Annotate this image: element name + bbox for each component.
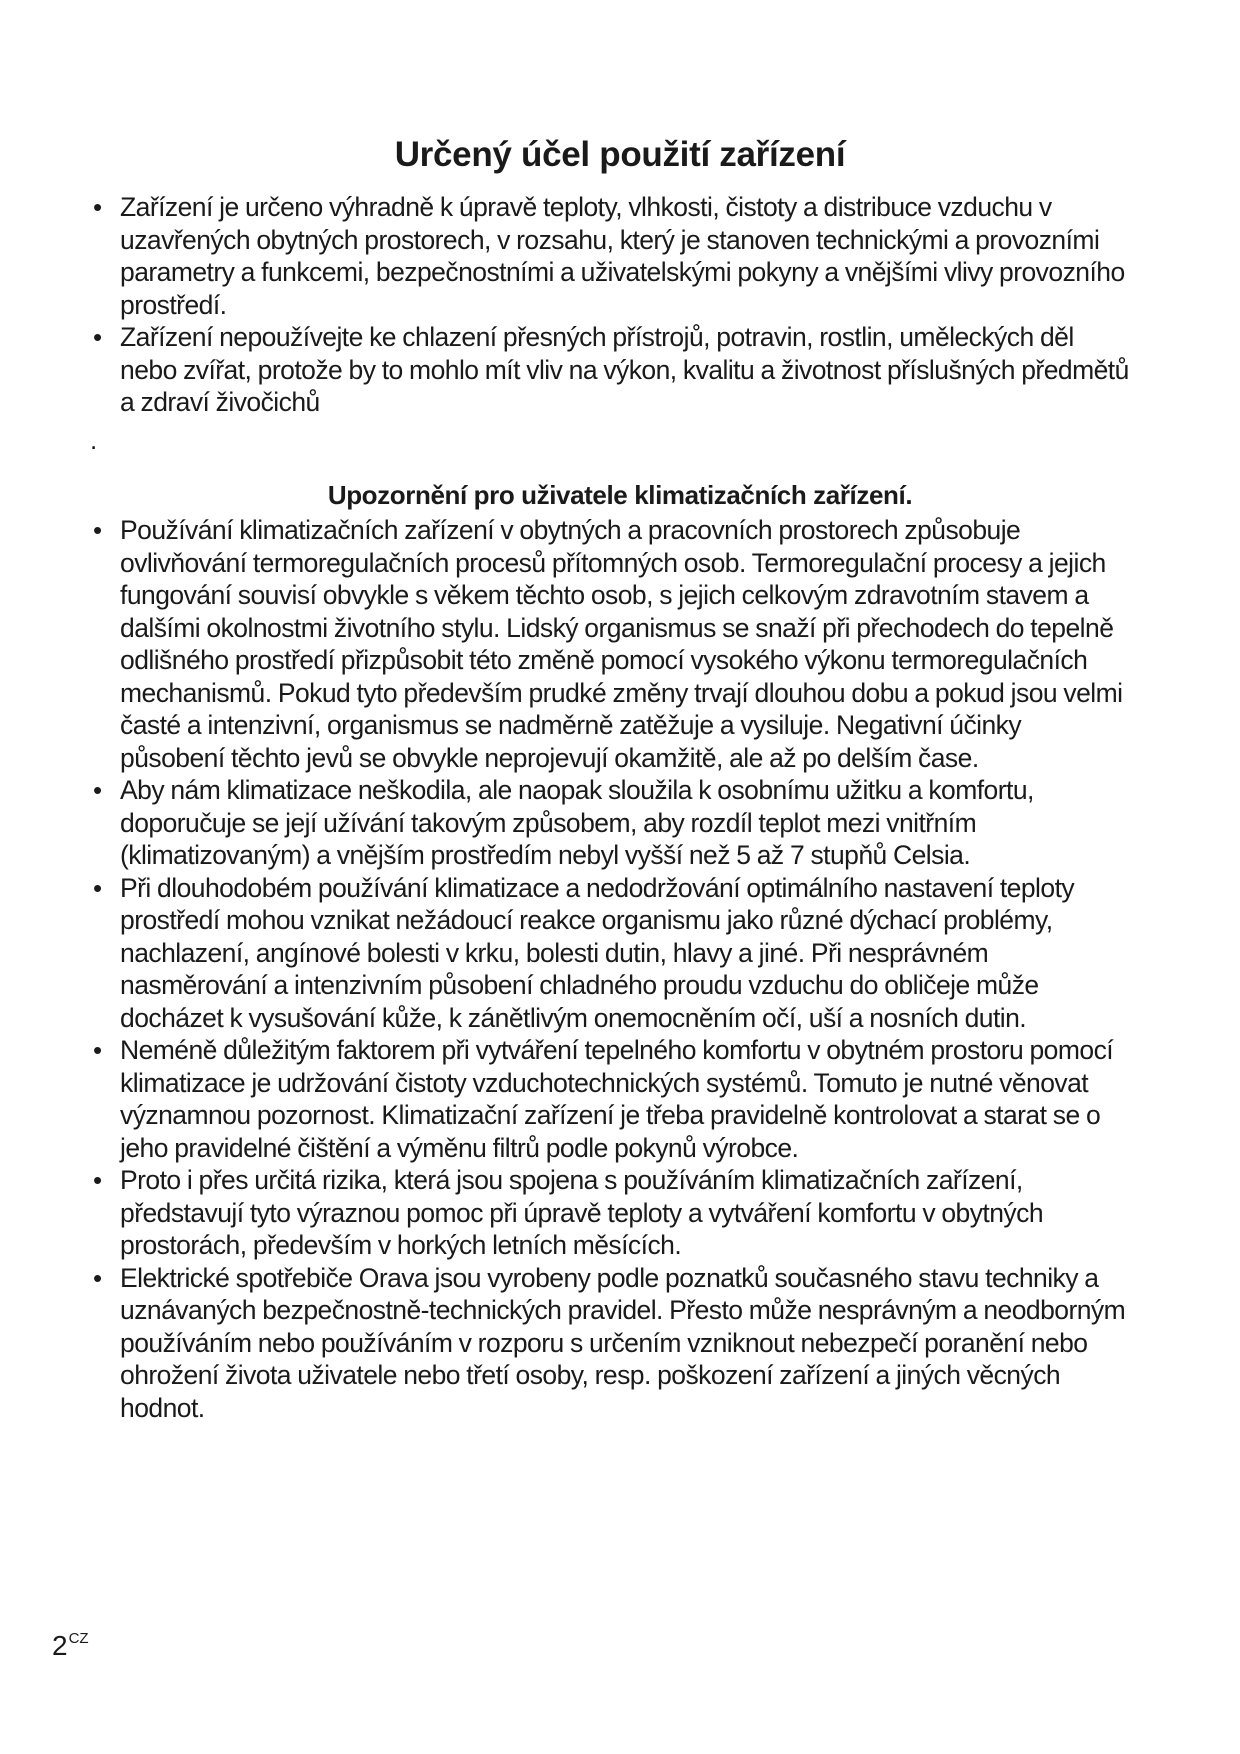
list-item — [90, 872, 1130, 1035]
user-warning-list — [90, 514, 1130, 1424]
stray-period: . — [90, 425, 98, 455]
bullet-icon: • — [93, 515, 102, 545]
list-item-text: Neméně důležitým faktorem při vytváření tepelného komfortu v obytném prostoru pomocí klimatizace je udržování čistoty vzduchotechnických systémů. Tomuto je nutné věnovat významnou pozornost. Klimatizační zařízení je třeba pravidelně kontrolovat a starat se o jeho pravidelné čištění a výměnu filtrů podle pokynů výrobce. — [120, 1035, 1114, 1163]
list-item-text: Elektrické spotřebiče Orava jsou vyrobeny podle poznatků současného stavu techniky a uznávaných bezpečnostně-technických pravidel. Přesto může nesprávným a neodborným používáním nebo používáním v rozporu s určením vzniknout nebezpečí poranění nebo ohrožení života uživatele nebo třetí osoby, resp. poškození zařízení a jiných věcných hodnot. — [120, 1262, 1126, 1423]
list-item — [90, 321, 1130, 419]
list-item-text: Zařízení nepoužívejte ke chlazení přesných přístrojů, potravin, rostlin, uměleckých děl nebo zvířat, protože by to mohlo mít vliv na výkon, kvalitu a životnost příslušných předmětů a zdraví živočichů — [120, 322, 1129, 417]
intended-use-list — [90, 191, 1130, 419]
intended-use-section — [90, 191, 1130, 419]
list-item — [90, 191, 1130, 321]
bullet-icon: • — [93, 192, 102, 222]
bullet-icon: • — [93, 872, 102, 903]
section-heading: Upozornění pro uživatele klimatizačních zařízení. — [327, 480, 913, 510]
list-item — [90, 1262, 1130, 1425]
list-item — [90, 514, 1130, 774]
page-title: Určený účel použití zařízení — [394, 135, 846, 175]
page-number-value: 2 — [52, 1630, 68, 1661]
bullet-icon: • — [93, 1165, 102, 1195]
bullet-icon: • — [93, 1262, 102, 1293]
bullet-icon: • — [93, 775, 102, 805]
bullet-icon: • — [93, 1035, 102, 1065]
bullet-icon: • — [93, 322, 102, 352]
list-item — [90, 1164, 1130, 1262]
list-item — [90, 1034, 1130, 1164]
list-item-text: Aby nám klimatizace neškodila, ale naopak sloužila k osobnímu užitku a komfortu, doporučuje se její užívání takovým způsobem, aby rozdíl teplot mezi vnitřním (klimatizovaným) a vnějším prostředím nebyl vyšší než 5 až 7 stupňů Celsia. — [120, 775, 1034, 870]
user-warning-section — [90, 514, 1130, 1424]
list-item-text: Proto i přes určitá rizika, která jsou spojena s používáním klimatizačních zařízení, představují tyto výraznou pomoc při úpravě teploty a vytváření komfortu v obytných prostorách, především v horkých letních měsících. — [120, 1165, 1044, 1260]
list-item-text: Používání klimatizačních zařízení v obytných a pracovních prostorech způsobuje ovlivňování termoregulačních procesů přítomných osob. Termoregulační procesy a jejich fungování souvisí obvykle s věkem těchto osob, s jejich celkovým zdravotním stavem a dalšími okolnostmi životního stylu. Lidský organismus se snaží při přechodech do tepelně odlišného prostředí přizpůsobit této změně pomocí vysokého výkonu termoregulačních mechanismů. Pokud tyto především prudké změny trvají dlouhou dobu a pokud jsou velmi časté a intenzivní, organismus se nadměrně zatěžuje a vysiluje. Negativní účinky působení těchto jevů se obvykle neprojevují okamžitě, ale až po delším čase. — [120, 515, 1123, 773]
list-item-text: Zařízení je určeno výhradně k úpravě teploty, vlhkosti, čistoty a distribuce vzduchu v uzavřených obytných prostorech, v rozsahu, který je stanoven technickými a provozními parametry a funkcemi, bezpečnostními a uživatelskými pokyny a vnějšími vlivy provozního prostředí. — [120, 192, 1125, 320]
page-number — [52, 1630, 89, 1662]
language-code: CZ — [68, 1630, 89, 1647]
list-item-text: Při dlouhodobém používání klimatizace a nedodržování optimálního nastavení teploty prostředí mohou vznikat nežádoucí reakce organismu jako různé dýchací problémy, nachlazení, angínové bolesti v krku, bolesti dutin, hlavy a jiné. Při nesprávném nasměrování a intenzivním působení chladného proudu vzduchu do obličeje může docházet k vysušování kůže, k zánětlivým onemocněním očí, uší a nosních dutin. — [120, 872, 1075, 1033]
list-item — [90, 774, 1130, 872]
